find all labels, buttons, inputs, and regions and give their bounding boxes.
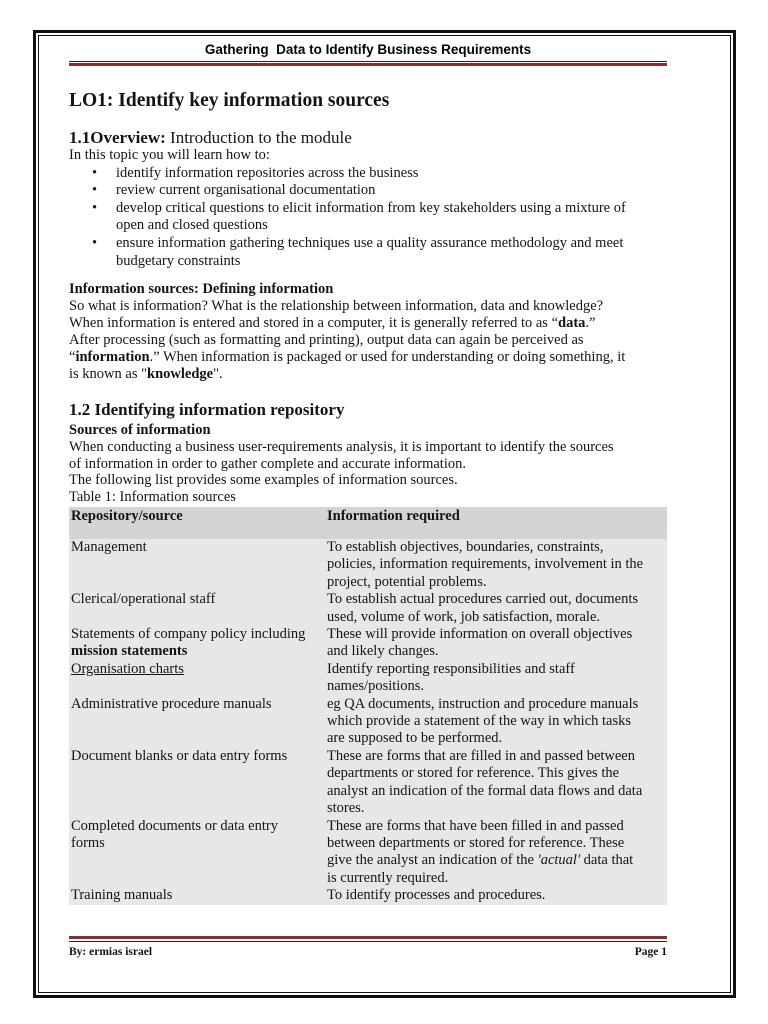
cell-line: between departments or stored for reference. These xyxy=(327,834,625,851)
text-segment: When information is entered and stored in a computer, it is generally referred to as “ xyxy=(69,315,559,332)
bullet-line: • review current organisational documentation xyxy=(116,182,376,199)
cell-line: Clerical/operational staff xyxy=(71,591,216,608)
text-segment: “ xyxy=(69,349,76,366)
cell-line-underlined: Organisation charts xyxy=(71,660,184,677)
table-row xyxy=(69,818,667,888)
cell-line: These are forms that have been filled in and passed xyxy=(327,817,624,834)
bullet-line: open and closed questions xyxy=(116,217,268,234)
cell-line: which provide a statement of the way in which tasks xyxy=(327,713,632,730)
bullet-item xyxy=(69,200,667,235)
cell-line xyxy=(327,852,665,869)
table-header-row xyxy=(69,507,667,539)
cell-line: analyst an indication of the formal data flows and data xyxy=(327,782,643,799)
cell-line: Document blanks or data entry forms xyxy=(71,747,288,764)
cell-line: project, potential problems. xyxy=(327,573,487,590)
cell-line: Administrative procedure manuals xyxy=(71,695,272,712)
overview-intro: In this topic you will learn how to: xyxy=(69,147,270,163)
info-cell xyxy=(325,748,667,818)
bullet-line: • ensure information gathering techniques use a quality assurance methodology and meet xyxy=(116,234,624,251)
cell-line: To establish actual procedures carried out, documents xyxy=(327,591,639,608)
table-row xyxy=(69,626,667,661)
bold-term-knowledge: knowledge xyxy=(147,366,214,383)
cell-line: names/positions. xyxy=(327,678,425,695)
text-segment: give the analyst an indication of the xyxy=(327,852,538,869)
cell-line: Training manuals xyxy=(71,887,173,904)
source-cell xyxy=(69,539,325,591)
paragraph-line: So what is information? What is the relationship between information, data and knowledge? xyxy=(69,298,604,315)
header-rule-thick xyxy=(69,63,667,66)
paragraph-line xyxy=(69,315,667,332)
source-cell xyxy=(69,661,325,696)
bold-term-information: information xyxy=(75,349,150,366)
cell-line: These will provide information on overall objectives xyxy=(327,626,633,643)
table-caption: Table 1: Information sources xyxy=(69,489,236,506)
defining-information-section xyxy=(69,281,667,384)
bullet-line: • develop critical questions to elicit information from key stakeholders using a mixture of xyxy=(116,199,626,216)
paragraph-line: The following list provides some examples of information sources. xyxy=(69,472,458,489)
bullet-item xyxy=(69,165,667,183)
cell-line: Completed documents or data entry xyxy=(71,817,278,834)
cell-line: departments or stored for reference. This gives the xyxy=(327,765,620,782)
repository-body xyxy=(69,422,667,506)
info-cell xyxy=(325,591,667,626)
cell-line: eg QA documents, instruction and procedure manuals xyxy=(327,695,639,712)
bullet-item xyxy=(69,182,667,200)
text-segment: is known as " xyxy=(69,366,148,383)
page-number: Page 1 xyxy=(634,946,667,958)
paragraph-line: When conducting a business user-requirements analysis, it is important to identify the sources xyxy=(69,438,614,455)
bold-term-data: data xyxy=(558,315,586,332)
defining-heading: Information sources: Defining information xyxy=(69,281,334,297)
paragraph-line: of information in order to gather complete and accurate information. xyxy=(69,455,466,472)
table-row xyxy=(69,591,667,626)
cell-line: stores. xyxy=(327,800,365,817)
source-cell xyxy=(69,887,325,904)
overview-heading xyxy=(69,128,667,147)
cell-line: are supposed to be performed. xyxy=(327,730,503,747)
italic-term-actual: 'actual' xyxy=(537,852,581,869)
table-row xyxy=(69,748,667,818)
info-cell xyxy=(325,626,667,661)
information-sources-table xyxy=(69,507,667,905)
footer-rule-thick xyxy=(69,936,667,939)
header-rule-thin xyxy=(69,61,667,62)
cell-line: Management xyxy=(71,539,147,555)
info-cell xyxy=(325,887,667,904)
cell-line: policies, information requirements, involvement in the xyxy=(327,556,644,573)
info-cell xyxy=(325,661,667,696)
info-cell xyxy=(325,539,667,591)
source-cell xyxy=(69,818,325,888)
text-segment: .” xyxy=(585,315,596,332)
source-cell xyxy=(69,626,325,661)
table-row xyxy=(69,661,667,696)
cell-line: and likely changes. xyxy=(327,643,439,660)
cell-line: Identify reporting responsibilities and staff xyxy=(327,660,575,677)
sources-subheading: Sources of information xyxy=(69,422,211,438)
paragraph-line xyxy=(69,366,667,383)
footer-rule-thin xyxy=(69,941,667,942)
bullet-item xyxy=(69,235,667,270)
footer-author: By: ermias israel xyxy=(69,946,153,958)
overview-heading-text: Introduction to the module xyxy=(165,128,352,147)
info-cell xyxy=(325,818,667,888)
cell-line: To establish objectives, boundaries, constraints, xyxy=(327,539,604,555)
cell-line: used, volume of work, job satisfaction, morale. xyxy=(327,608,601,625)
text-segment: data that xyxy=(580,852,634,869)
column-header-source: Repository/source xyxy=(69,507,325,539)
source-cell xyxy=(69,748,325,818)
table-row xyxy=(69,887,667,904)
cell-line-bold: mission statements xyxy=(71,643,188,660)
cell-line: forms xyxy=(71,834,105,851)
overview-body xyxy=(69,147,667,270)
text-segment: ". xyxy=(213,366,223,383)
table-row xyxy=(69,539,667,591)
column-header-info: Information required xyxy=(325,507,667,539)
cell-line: To identify processes and procedures. xyxy=(327,887,546,904)
info-cell xyxy=(325,696,667,748)
cell-line: Statements of company policy including xyxy=(71,626,306,643)
cell-line: is currently required. xyxy=(327,869,449,886)
source-cell xyxy=(69,591,325,626)
paragraph-line xyxy=(69,349,667,366)
page-title: LO1: Identify key information sources xyxy=(69,90,390,111)
running-header: Gathering Data to Identify Business Requirements xyxy=(204,42,532,57)
source-cell xyxy=(69,696,325,748)
repository-heading: 1.2 Identifying information repository xyxy=(69,400,345,419)
overview-heading-label: 1.1Overview: xyxy=(69,128,166,147)
paragraph-line: After processing (such as formatting and printing), output data can again be perceived as xyxy=(69,332,584,349)
bullet-line: budgetary constraints xyxy=(116,252,241,269)
bullet-line: • identify information repositories across the business xyxy=(116,164,419,181)
cell-line: These are forms that are filled in and passed between xyxy=(327,747,635,764)
table-row xyxy=(69,696,667,748)
text-segment: .” When information is packaged or used for understanding or doing something, it xyxy=(149,349,626,366)
